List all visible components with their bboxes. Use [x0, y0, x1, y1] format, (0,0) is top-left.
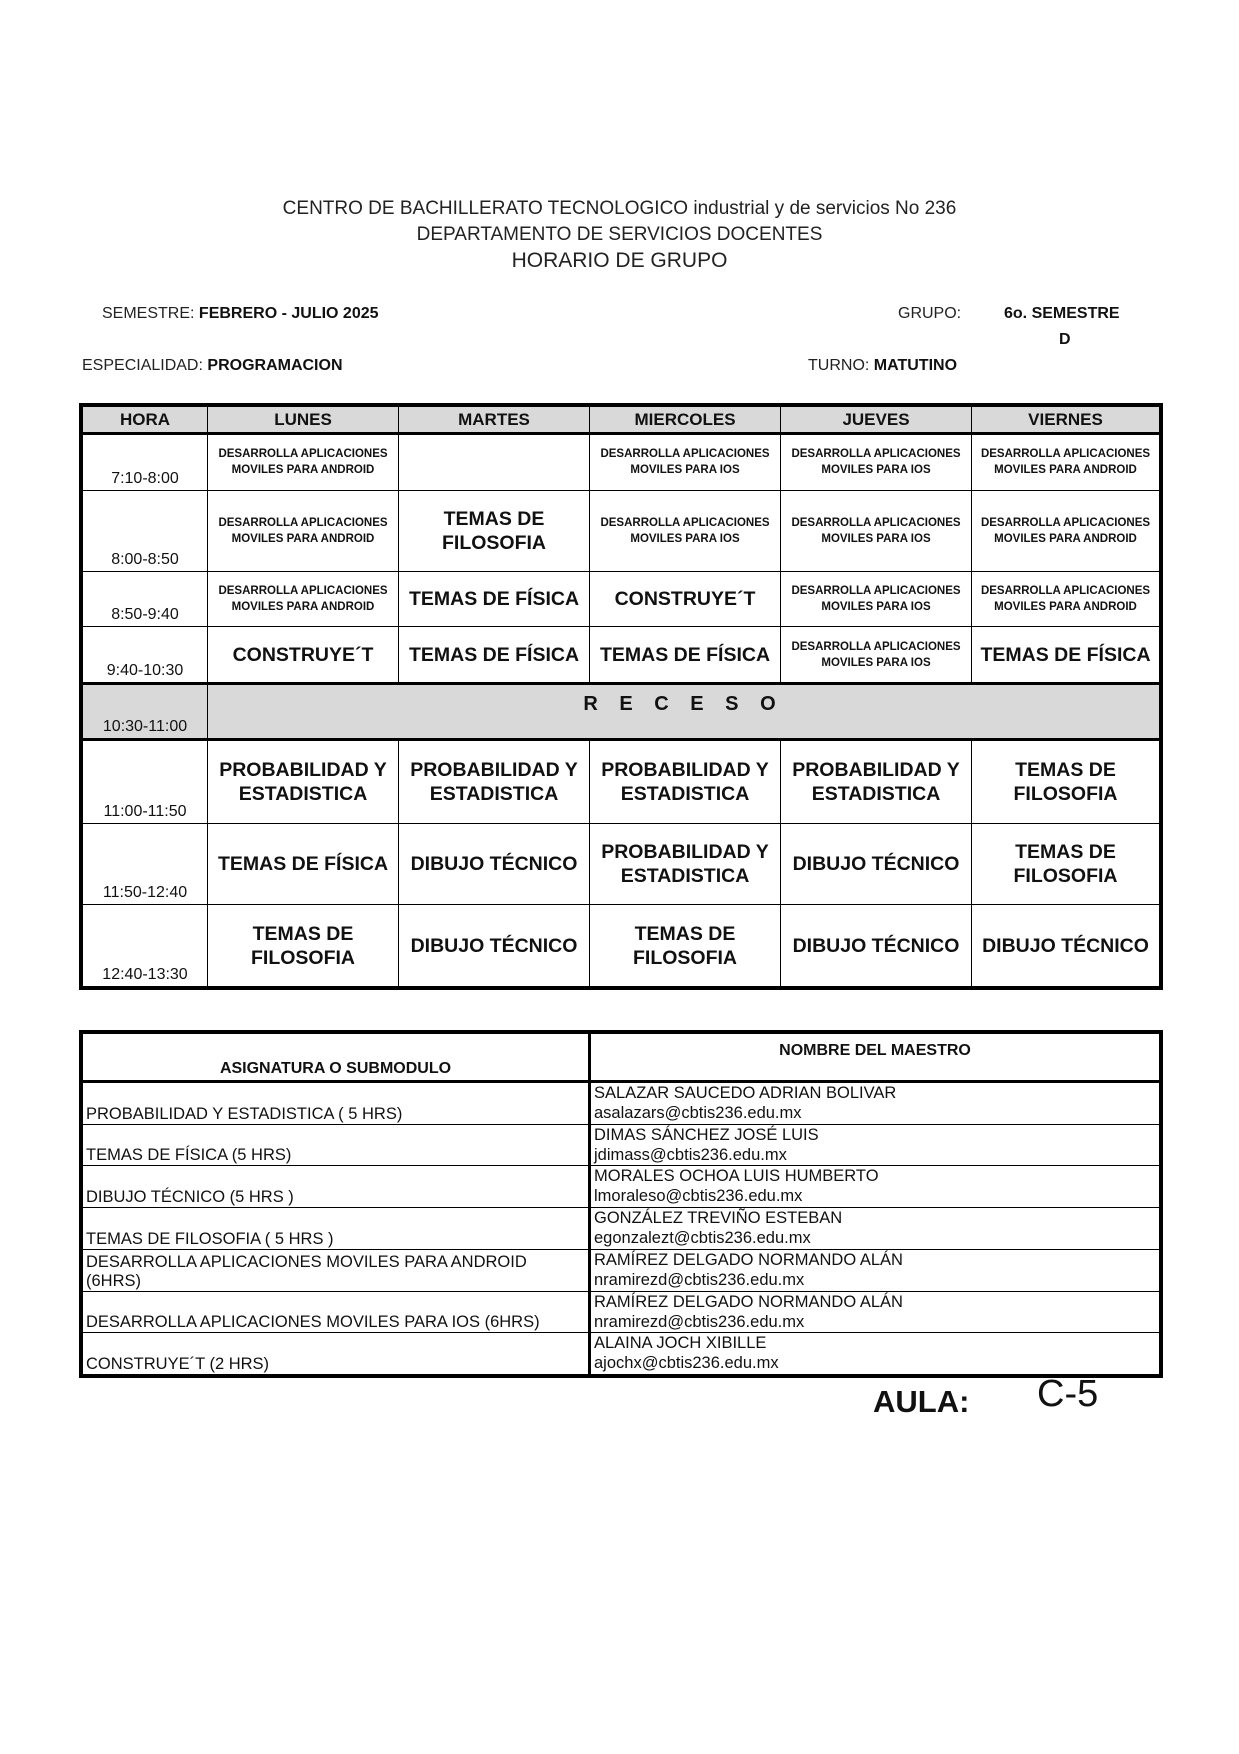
- schedule-row: [83, 740, 1160, 823]
- especialidad-label: ESPECIALIDAD:: [82, 357, 203, 374]
- class-cell: TEMAS DE FÍSICA: [399, 627, 590, 684]
- turno-field: [808, 357, 957, 375]
- teacher-name: RAMÍREZ DELGADO NORMANDO ALÁN: [594, 1292, 903, 1311]
- hour-cell: 9:40-10:30: [83, 627, 208, 684]
- subject-name: DESARROLLA APLICACIONES MOVILES PARA ANDROID (6HRS): [83, 1249, 590, 1291]
- subject-name: DIBUJO TÉCNICO (5 HRS ): [83, 1166, 590, 1208]
- subject-row: [83, 1166, 1160, 1208]
- class-cell: DESARROLLA APLICACIONES MOVILES PARA IOS: [590, 434, 781, 491]
- subject-row: [83, 1291, 1160, 1333]
- teacher-cell: [590, 1124, 1160, 1166]
- class-cell: DESARROLLA APLICACIONES MOVILES PARA ANDROID: [972, 490, 1160, 572]
- class-cell: CONSTRUYE´T: [208, 627, 399, 684]
- header-jueves: JUEVES: [781, 407, 972, 434]
- teacher-email: lmoraleso@cbtis236.edu.mx: [594, 1187, 803, 1206]
- teacher-email: egonzalezt@cbtis236.edu.mx: [594, 1229, 811, 1248]
- subject-row: [83, 1208, 1160, 1250]
- class-cell: TEMAS DE FÍSICA: [972, 627, 1160, 684]
- schedule-row: [83, 434, 1160, 491]
- teacher-email: nramirezd@cbtis236.edu.mx: [594, 1270, 805, 1289]
- grupo-letter: D: [1059, 331, 1071, 348]
- teacher-name: GONZÁLEZ TREVIÑO ESTEBAN: [594, 1209, 843, 1228]
- hour-cell: 12:40-13:30: [83, 905, 208, 987]
- teacher-cell: [590, 1082, 1160, 1125]
- class-cell: DESARROLLA APLICACIONES MOVILES PARA IOS: [781, 572, 972, 627]
- turno-value: MATUTINO: [873, 357, 958, 374]
- schedule-table: [79, 403, 1163, 990]
- hour-cell: 8:00-8:50: [83, 490, 208, 572]
- teacher-name: SALAZAR SAUCEDO ADRIAN BOLIVAR: [594, 1084, 897, 1102]
- class-cell: DESARROLLA APLICACIONES MOVILES PARA ANDROID: [208, 490, 399, 572]
- teacher-email: ajochx@cbtis236.edu.mx: [594, 1354, 779, 1373]
- recess-hour-cell: 10:30-11:00: [83, 683, 208, 740]
- subject-row: [83, 1249, 1160, 1291]
- class-cell: DESARROLLA APLICACIONES MOVILES PARA ANDROID: [972, 572, 1160, 627]
- grupo-label: GRUPO:: [898, 305, 962, 322]
- semestre-field: [102, 305, 379, 323]
- class-cell: TEMAS DE FILOSOFIA: [972, 823, 1160, 905]
- schedule-row: [83, 627, 1160, 684]
- class-cell: DIBUJO TÉCNICO: [399, 905, 590, 987]
- header-asignatura: ASIGNATURA O SUBMODULO: [83, 1034, 590, 1082]
- teacher-cell: [590, 1249, 1160, 1291]
- teacher-name: DIMAS SÁNCHEZ JOSÉ LUIS: [594, 1125, 819, 1144]
- header-miercoles: MIERCOLES: [590, 407, 781, 434]
- document-header: [0, 196, 1239, 274]
- class-cell: DESARROLLA APLICACIONES MOVILES PARA IOS: [590, 490, 781, 572]
- aula-value: C-5: [1037, 1373, 1099, 1415]
- class-cell: DIBUJO TÉCNICO: [399, 823, 590, 905]
- class-cell: PROBABILIDAD Y ESTADISTICA: [590, 740, 781, 823]
- class-cell: DESARROLLA APLICACIONES MOVILES PARA IOS: [781, 490, 972, 572]
- teacher-name: ALAINA JOCH XIBILLE: [594, 1334, 767, 1353]
- semestre-label: SEMESTRE:: [102, 305, 195, 322]
- especialidad-value: PROGRAMACION: [207, 357, 343, 374]
- header-martes: MARTES: [399, 407, 590, 434]
- schedule-row: [83, 823, 1160, 905]
- grupo-value: 6o. SEMESTRE: [1004, 305, 1120, 322]
- subject-name: PROBABILIDAD Y ESTADISTICA ( 5 HRS): [83, 1082, 590, 1125]
- class-cell: TEMAS DE FILOSOFIA: [208, 905, 399, 987]
- teacher-email: jdimass@cbtis236.edu.mx: [594, 1145, 787, 1164]
- schedule-row: [83, 905, 1160, 987]
- schedule-row: [83, 490, 1160, 572]
- teacher-name: MORALES OCHOA LUIS HUMBERTO: [594, 1167, 879, 1186]
- subjects-table: [79, 1030, 1163, 1378]
- class-cell: TEMAS DE FÍSICA: [208, 823, 399, 905]
- aula-label: AULA:: [873, 1384, 970, 1419]
- class-cell: PROBABILIDAD Y ESTADISTICA: [781, 740, 972, 823]
- institution-name: CENTRO DE BACHILLERATO TECNOLOGICO industrial y de servicios No 236: [282, 198, 957, 219]
- subject-name: TEMAS DE FILOSOFIA ( 5 HRS ): [83, 1208, 590, 1250]
- teacher-cell: [590, 1291, 1160, 1333]
- class-cell: TEMAS DE FILOSOFIA: [399, 490, 590, 572]
- class-cell: DESARROLLA APLICACIONES MOVILES PARA ANDROID: [208, 572, 399, 627]
- class-cell: PROBABILIDAD Y ESTADISTICA: [208, 740, 399, 823]
- hour-cell: 7:10-8:00: [83, 434, 208, 491]
- subject-row: [83, 1082, 1160, 1125]
- header-viernes: VIERNES: [972, 407, 1160, 434]
- recess-row: [83, 683, 1160, 740]
- class-cell: CONSTRUYE´T: [590, 572, 781, 627]
- hour-cell: 11:00-11:50: [83, 740, 208, 823]
- document-title: HORARIO DE GRUPO: [511, 249, 728, 272]
- class-cell: DIBUJO TÉCNICO: [781, 823, 972, 905]
- subjects-header-row: [83, 1034, 1160, 1082]
- teacher-name: RAMÍREZ DELGADO NORMANDO ALÁN: [594, 1250, 903, 1269]
- recess-label: R E C E S O: [208, 683, 1160, 740]
- subject-name: CONSTRUYE´T (2 HRS): [83, 1333, 590, 1375]
- hour-cell: 11:50-12:40: [83, 823, 208, 905]
- class-cell: TEMAS DE FILOSOFIA: [590, 905, 781, 987]
- subject-row: [83, 1333, 1160, 1375]
- schedule-row: [83, 572, 1160, 627]
- class-cell: DESARROLLA APLICACIONES MOVILES PARA ANDROID: [208, 434, 399, 491]
- teacher-email: asalazars@cbtis236.edu.mx: [594, 1104, 802, 1122]
- class-cell: DESARROLLA APLICACIONES MOVILES PARA IOS: [781, 434, 972, 491]
- subject-name: TEMAS DE FÍSICA (5 HRS): [83, 1124, 590, 1166]
- class-cell: PROBABILIDAD Y ESTADISTICA: [590, 823, 781, 905]
- header-lunes: LUNES: [208, 407, 399, 434]
- class-cell: TEMAS DE FÍSICA: [590, 627, 781, 684]
- teacher-cell: [590, 1333, 1160, 1375]
- class-cell: TEMAS DE FÍSICA: [399, 572, 590, 627]
- class-cell: TEMAS DE FILOSOFIA: [972, 740, 1160, 823]
- subject-row: [83, 1124, 1160, 1166]
- class-cell: DIBUJO TÉCNICO: [781, 905, 972, 987]
- class-cell: DIBUJO TÉCNICO: [972, 905, 1160, 987]
- header-hora: HORA: [83, 407, 208, 434]
- teacher-cell: [590, 1208, 1160, 1250]
- department-name: DEPARTAMENTO DE SERVICIOS DOCENTES: [416, 224, 823, 245]
- semestre-value: FEBRERO - JULIO 2025: [198, 305, 379, 322]
- subject-name: DESARROLLA APLICACIONES MOVILES PARA IOS (6HRS): [83, 1291, 590, 1333]
- class-cell: PROBABILIDAD Y ESTADISTICA: [399, 740, 590, 823]
- especialidad-field: [82, 357, 343, 375]
- schedule-header-row: [83, 407, 1160, 434]
- header-maestro: NOMBRE DEL MAESTRO: [590, 1034, 1160, 1082]
- class-cell: DESARROLLA APLICACIONES MOVILES PARA ANDROID: [972, 434, 1160, 491]
- class-cell: DESARROLLA APLICACIONES MOVILES PARA IOS: [781, 627, 972, 684]
- teacher-email: nramirezd@cbtis236.edu.mx: [594, 1312, 805, 1331]
- turno-label: TURNO:: [808, 357, 870, 374]
- teacher-cell: [590, 1166, 1160, 1208]
- class-cell: [399, 434, 590, 491]
- hour-cell: 8:50-9:40: [83, 572, 208, 627]
